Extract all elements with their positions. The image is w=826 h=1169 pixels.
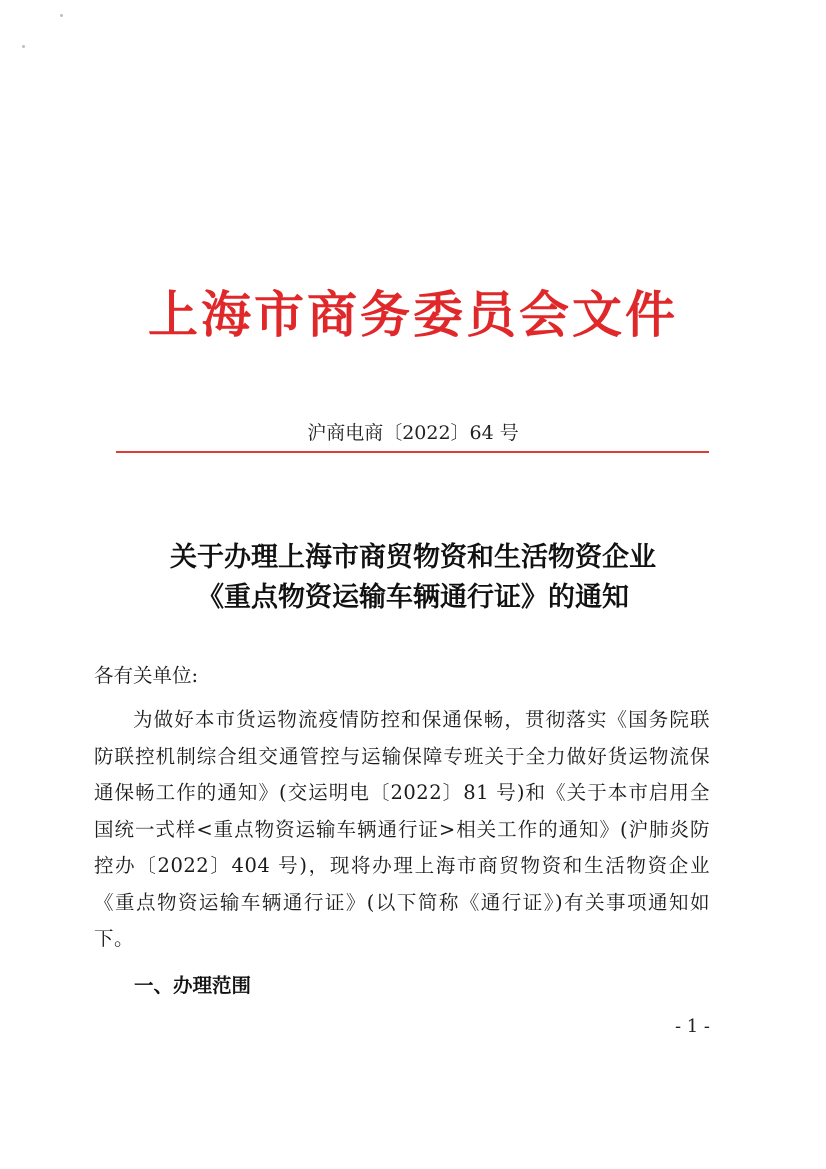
body-paragraph: 为做好本市货运物流疫情防控和保通保畅，贯彻落实《国务院联防联控机制综合组交通管控与运输保障专班关于全力做好货运物流保通保畅工作的通知》(交运明电〔2022〕81 号)和《关于本市启用全国统一式样<重点物资运输车辆通行证>相关工作的通知》(沪肺炎防控办〔2022〕404 号)，现将办理上海市商贸物资和生活物资企业《重点物资运输车辆通行证》(以下简称《通行证》)有关事项通知如下。 — [94, 708, 710, 950]
scan-speck — [60, 14, 63, 17]
section-heading: 一、办理范围 — [134, 974, 252, 997]
document-number: 沪商电商〔2022〕64 号 — [307, 422, 519, 444]
red-divider-line — [116, 451, 709, 453]
page-number: - 1 - — [674, 1016, 710, 1037]
notice-title-line-2: 《重点物资运输车辆通行证》的通知 — [197, 582, 629, 613]
salutation: 各有关单位: — [94, 664, 199, 687]
masthead-title: 上海市商务委员会文件 — [148, 285, 678, 344]
notice-title-line-1: 关于办理上海市商贸物资和生活物资企业 — [170, 542, 656, 573]
scan-speck — [22, 45, 25, 48]
